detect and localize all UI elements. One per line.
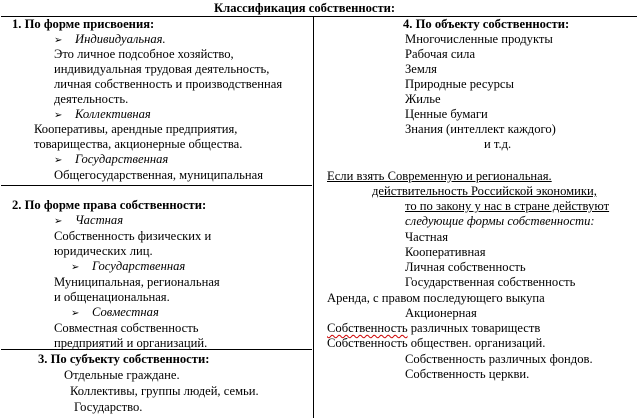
list-item: Аренда, с правом последующего выкупа (327, 291, 545, 305)
list-item: Собственность церкви. (405, 367, 530, 381)
list-item: и т.д. (484, 137, 512, 151)
column-divider (313, 16, 314, 418)
text-fragment: различных товариществ (407, 321, 541, 335)
text-line: Совместная собственность (54, 321, 199, 335)
list-item: Природные ресурсы (405, 77, 514, 91)
modern-intro-line-2: действительность Российской экономики, (372, 184, 597, 198)
arrow-bullet-icon: ➢ (54, 216, 63, 227)
list-item: Жилье (405, 92, 441, 106)
text-line: Кооперативы, арендные предприятия, (34, 122, 238, 136)
text-line: Государство. (74, 400, 143, 414)
list-item: Личная собственность (405, 260, 526, 274)
subheading-state: Государственная (75, 152, 169, 166)
list-item: Многочисленные продукты (405, 32, 553, 46)
arrow-bullet-icon: ➢ (71, 308, 80, 319)
text-line: Отдельные граждане. (64, 368, 180, 382)
row-divider-1 (1, 185, 312, 186)
modern-intro-line-3: то по закону у нас в стране действуют (405, 199, 610, 213)
text-line: личная собственность и производственная (54, 77, 283, 91)
page-title: Классификация собственности: (214, 1, 396, 15)
arrow-bullet-icon: ➢ (54, 155, 63, 166)
list-item-partnerships (327, 321, 540, 336)
list-item: Знания (интеллект каждого) (405, 122, 556, 136)
text-line: индивидуальная трудовая деятельность, (54, 62, 270, 76)
arrow-bullet-icon: ➢ (54, 110, 63, 121)
list-item: Земля (405, 62, 437, 76)
list-item: Государственная собственность (405, 275, 576, 289)
modern-intro-line-4: следующие формы собственности: (405, 214, 595, 228)
section-heading-4: 4. По объекту собственности: (403, 17, 570, 31)
arrow-bullet-icon: ➢ (54, 35, 63, 46)
text-line: Это личное подсобное хозяйство, (54, 47, 234, 61)
text-line: Коллективы, группы людей, семьи. (70, 384, 259, 398)
text-line: и общенациональная. (54, 290, 170, 304)
text-line: юридических лиц. (54, 244, 153, 258)
section-heading-3: 3. По субъекту собственности: (38, 352, 210, 366)
text-line: Собственность физических и (54, 229, 212, 243)
list-item: Ценные бумаги (405, 107, 488, 121)
list-item: Собственность обществен. организаций. (327, 336, 546, 350)
subheading-joint: Совместная (92, 305, 159, 319)
list-item: Акционерная (405, 306, 477, 320)
subheading-private: Частная (75, 213, 124, 227)
text-line: деятельность. (54, 92, 129, 106)
text-line: товарищества, акционерные общества. (34, 137, 243, 151)
text-line: Муниципальная, региональная (54, 275, 220, 289)
spellcheck-word: Собственность (327, 321, 408, 335)
list-item: Частная (405, 230, 448, 244)
section-heading-1: 1. По форме присвоения: (12, 17, 155, 31)
text-line: Общегосударственная, муниципальная (54, 168, 264, 182)
list-item: Кооперативная (405, 245, 486, 259)
subheading-collective: Коллективная (75, 107, 151, 121)
list-item: Рабочая сила (405, 47, 476, 61)
list-item: Собственность различных фондов. (405, 352, 593, 366)
subheading-state-2: Государственная (92, 259, 186, 273)
subheading-individual: Индивидуальная. (75, 32, 166, 46)
text-line: предприятий и организаций. (54, 336, 208, 350)
modern-intro-line-1: Если взять Современную и региональная. (327, 169, 552, 183)
section-heading-2: 2. По форме права собственности: (12, 198, 207, 212)
arrow-bullet-icon: ➢ (71, 262, 80, 273)
